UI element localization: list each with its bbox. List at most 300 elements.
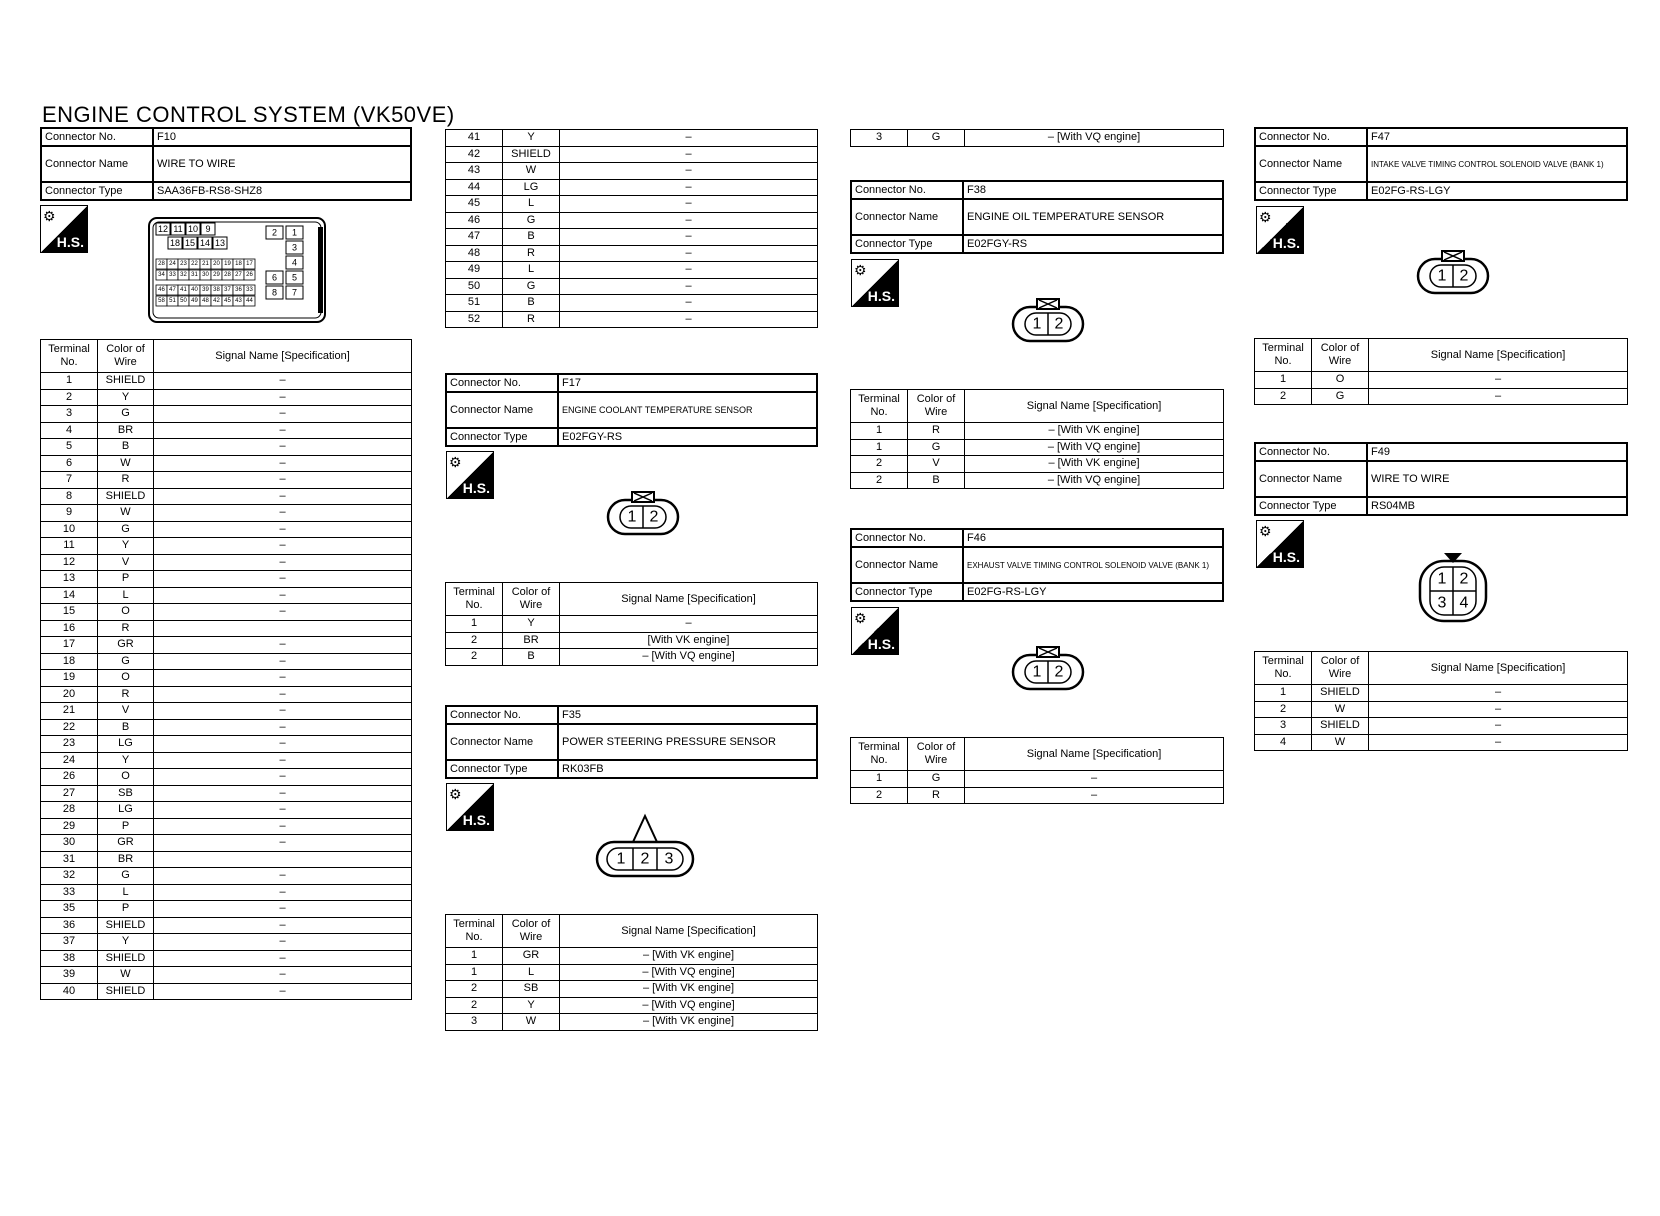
signal-header: Signal Name [Specification] bbox=[154, 340, 412, 373]
color-header: Color of Wire bbox=[98, 340, 154, 373]
wire-color: SB bbox=[98, 785, 154, 802]
wire-color: W bbox=[1312, 734, 1369, 751]
terminal-no: 2 bbox=[446, 997, 503, 1014]
harness-icon: ⚙ bbox=[1259, 209, 1272, 225]
f47-header: Connector No. F47 Connector Name INTAKE VALVE TIMING CONTROL SOLENOID VALVE (BANK 1) Connector Type E02FG-RS-LGY bbox=[1254, 127, 1628, 201]
pin-number: 6 bbox=[271, 272, 278, 283]
f46-header: Connector No. F46 Connector Name EXHAUST VALVE TIMING CONTROL SOLENOID VALVE (BANK 1) Connector Type E02FG-RS-LGY bbox=[850, 528, 1224, 602]
wire-color: P bbox=[98, 901, 154, 918]
signal-name: – bbox=[154, 587, 412, 604]
f17-header: Connector No. F17 Connector Name ENGINE COOLANT TEMPERATURE SENSOR Connector Type E02FGY-RS bbox=[445, 373, 818, 447]
pin-number: 50 bbox=[180, 298, 187, 304]
pin-number: 9 bbox=[205, 224, 211, 234]
table-row bbox=[41, 934, 412, 951]
wire-color: LG bbox=[98, 736, 154, 753]
pin-number: 58 bbox=[158, 298, 165, 304]
terminal-no: 47 bbox=[446, 229, 503, 246]
terminal-no: 14 bbox=[41, 587, 98, 604]
terminal-no: 2 bbox=[446, 632, 503, 649]
pin-number: 41 bbox=[180, 287, 187, 293]
terminal-no: 23 bbox=[41, 736, 98, 753]
signal-name: – bbox=[560, 163, 818, 180]
pin-number: 17 bbox=[246, 261, 253, 267]
signal-name: – [With VQ engine] bbox=[965, 130, 1224, 147]
signal-name: – bbox=[154, 884, 412, 901]
terminal-no: 1 bbox=[1255, 685, 1312, 702]
terminal-no: 3 bbox=[41, 406, 98, 423]
signal-name: – bbox=[154, 439, 412, 456]
signal-name: – [With VQ engine] bbox=[560, 964, 818, 981]
wire-color: G bbox=[1312, 388, 1369, 405]
terminal-no: 1 bbox=[446, 948, 503, 965]
terminal-no: 6 bbox=[41, 455, 98, 472]
table-row bbox=[41, 917, 412, 934]
terminal-no: 32 bbox=[41, 868, 98, 885]
table-row bbox=[446, 981, 818, 998]
pin-number: 21 bbox=[202, 261, 209, 267]
connector-latch bbox=[633, 816, 657, 842]
pin-number: 49 bbox=[191, 298, 198, 304]
pin-number: 34 bbox=[158, 272, 165, 278]
pin-number: 48 bbox=[202, 298, 209, 304]
terminal-no: 1 bbox=[851, 771, 908, 788]
f17-connector-diagram bbox=[606, 490, 680, 538]
wire-color: Y bbox=[503, 616, 560, 633]
terminal-no: 5 bbox=[41, 439, 98, 456]
wire-color: SHIELD bbox=[98, 488, 154, 505]
terminal-no: 2 bbox=[1255, 388, 1312, 405]
signal-name: – [With VQ engine] bbox=[965, 439, 1224, 456]
terminal-no: 44 bbox=[446, 179, 503, 196]
signal-name: – bbox=[560, 196, 818, 213]
hs-icon: ⚙ H.S. bbox=[1256, 206, 1304, 254]
harness-icon: ⚙ bbox=[449, 786, 462, 802]
wire-color: B bbox=[503, 229, 560, 246]
signal-name: – bbox=[154, 752, 412, 769]
signal-name: – bbox=[154, 554, 412, 571]
wire-color: BR bbox=[98, 422, 154, 439]
pin-number: 4 bbox=[291, 257, 298, 268]
pin-number: 33 bbox=[246, 287, 253, 293]
table-row bbox=[851, 456, 1224, 473]
pin-number: 28 bbox=[224, 272, 231, 278]
terminal-no: 36 bbox=[41, 917, 98, 934]
terminal-no: 1 bbox=[1255, 372, 1312, 389]
pin-number: 24 bbox=[169, 261, 176, 267]
wire-color: G bbox=[908, 439, 965, 456]
wire-color: SHIELD bbox=[98, 917, 154, 934]
signal-name: – bbox=[560, 130, 818, 147]
f38-connector-face bbox=[1011, 297, 1085, 345]
wire-color: Y bbox=[503, 997, 560, 1014]
table-row bbox=[1255, 685, 1628, 702]
terminal-no: 37 bbox=[41, 934, 98, 951]
f10-connector-face bbox=[148, 217, 328, 323]
table-row bbox=[41, 719, 412, 736]
connector-name-label: Connector Name bbox=[41, 146, 153, 182]
hs-icon: ⚙ H.S. bbox=[851, 259, 899, 307]
signal-name: – bbox=[154, 389, 412, 406]
table-row bbox=[41, 736, 412, 753]
wire-color: P bbox=[98, 571, 154, 588]
wire-color: O bbox=[98, 604, 154, 621]
signal-name: – bbox=[154, 818, 412, 835]
terminal-no: 3 bbox=[1255, 718, 1312, 735]
f46-pin-table: Terminal No. Color of Wire Signal Name [Specification] 1 G – 2 R – bbox=[850, 737, 1224, 804]
table-row bbox=[446, 964, 818, 981]
pin-number: 1 bbox=[627, 508, 637, 526]
terminal-no: 1 bbox=[851, 439, 908, 456]
terminal-no: 2 bbox=[851, 787, 908, 804]
wire-color: G bbox=[503, 278, 560, 295]
table-row bbox=[446, 146, 818, 163]
table-row bbox=[41, 373, 412, 390]
table-row bbox=[1255, 718, 1628, 735]
f46-connector-face bbox=[1011, 645, 1085, 693]
wire-color: GR bbox=[98, 835, 154, 852]
pin-number: 3 bbox=[1437, 594, 1447, 612]
pin-number: 20 bbox=[213, 261, 220, 267]
pin-number: 19 bbox=[224, 261, 231, 267]
signal-name: – bbox=[154, 967, 412, 984]
wire-color: SHIELD bbox=[1312, 718, 1369, 735]
wire-color: V bbox=[98, 554, 154, 571]
terminal-no: 49 bbox=[446, 262, 503, 279]
signal-name: – bbox=[154, 686, 412, 703]
signal-name: – bbox=[560, 262, 818, 279]
terminal-no: 1 bbox=[446, 616, 503, 633]
table-row bbox=[41, 769, 412, 786]
table-row bbox=[41, 752, 412, 769]
signal-name: – bbox=[154, 983, 412, 1000]
wire-color: R bbox=[908, 423, 965, 440]
signal-name: – bbox=[154, 785, 412, 802]
pin-number: 33 bbox=[169, 272, 176, 278]
pin-number: 2 bbox=[640, 850, 650, 868]
wire-color: B bbox=[98, 439, 154, 456]
wire-color: L bbox=[503, 262, 560, 279]
f49-connector-diagram bbox=[1416, 551, 1490, 625]
connector-no-value: F10 bbox=[153, 128, 411, 146]
terminal-no: 19 bbox=[41, 670, 98, 687]
signal-name: – bbox=[154, 505, 412, 522]
terminal-no: 22 bbox=[41, 719, 98, 736]
terminal-no: 3 bbox=[446, 1014, 503, 1031]
table-row bbox=[41, 488, 412, 505]
table-row bbox=[41, 653, 412, 670]
table-row bbox=[41, 538, 412, 555]
f47-connector-face bbox=[1416, 249, 1490, 297]
pin-number: 1 bbox=[1437, 267, 1447, 285]
pin-number: 3 bbox=[291, 242, 298, 253]
wire-color: R bbox=[98, 472, 154, 489]
signal-name: – bbox=[154, 802, 412, 819]
f49-pin-table: Terminal No. Color of Wire Signal Name [Specification] 1 SHIELD – 2 W – 3 SHIELD – 4 W – bbox=[1254, 651, 1628, 751]
terminal-no: 7 bbox=[41, 472, 98, 489]
pin-number: 14 bbox=[199, 238, 211, 248]
pin-number: 28 bbox=[158, 261, 165, 267]
table-row bbox=[446, 262, 818, 279]
signal-name: – bbox=[560, 229, 818, 246]
table-row bbox=[41, 571, 412, 588]
table-row bbox=[446, 311, 818, 328]
terminal-no: 4 bbox=[41, 422, 98, 439]
terminal-no: 9 bbox=[41, 505, 98, 522]
pin-number: 3 bbox=[664, 850, 674, 868]
pin-number: 1 bbox=[1032, 315, 1042, 333]
f10-header bbox=[40, 127, 412, 201]
table-row bbox=[41, 967, 412, 984]
terminal-no: 31 bbox=[41, 851, 98, 868]
pin-number: 10 bbox=[187, 224, 199, 234]
table-row bbox=[41, 620, 412, 637]
harness-icon: ⚙ bbox=[854, 610, 867, 626]
table-row bbox=[446, 196, 818, 213]
signal-name: – [With VQ engine] bbox=[560, 649, 818, 666]
table-row bbox=[446, 212, 818, 229]
table-row bbox=[446, 616, 818, 633]
table-row bbox=[41, 587, 412, 604]
pin-number: 4 bbox=[1459, 594, 1469, 612]
table-row bbox=[446, 649, 818, 666]
wire-color: P bbox=[98, 818, 154, 835]
pin-number: 2 bbox=[1054, 663, 1064, 681]
wire-color: R bbox=[908, 787, 965, 804]
signal-name: – bbox=[560, 295, 818, 312]
terminal-no: 13 bbox=[41, 571, 98, 588]
pin-number: 1 bbox=[1437, 570, 1447, 588]
terminal-no: 11 bbox=[41, 538, 98, 555]
harness-icon: ⚙ bbox=[43, 208, 56, 224]
wire-color: W bbox=[98, 505, 154, 522]
signal-name: – bbox=[560, 245, 818, 262]
terminal-no: 28 bbox=[41, 802, 98, 819]
wire-color: W bbox=[98, 967, 154, 984]
wire-color: G bbox=[98, 406, 154, 423]
f35-pin-table: Terminal No. Color of Wire Signal Name [Specification] 1 GR – [With VK engine] 1 L – [With VQ engine] 2 SB – [With VK engine] 2 Y – [With VQ engine] 3 W – [With VK engine] bbox=[445, 914, 818, 1031]
wire-color: SB bbox=[503, 981, 560, 998]
terminal-no: 17 bbox=[41, 637, 98, 654]
f38-connector-diagram bbox=[1011, 297, 1085, 345]
wire-color: G bbox=[98, 653, 154, 670]
wire-color: SHIELD bbox=[1312, 685, 1369, 702]
pin-number: 8 bbox=[271, 287, 278, 298]
table-row bbox=[446, 130, 818, 147]
wire-color: B bbox=[503, 649, 560, 666]
signal-name: – bbox=[560, 311, 818, 328]
table-row bbox=[446, 632, 818, 649]
signal-name: – bbox=[1369, 718, 1628, 735]
signal-name: – bbox=[560, 616, 818, 633]
table-row bbox=[41, 670, 412, 687]
f38-header: Connector No. F38 Connector Name ENGINE OIL TEMPERATURE SENSOR Connector Type E02FGY-RS bbox=[850, 180, 1224, 254]
pin-number: 1 bbox=[291, 227, 298, 238]
f35-header: Connector No. F35 Connector Name POWER STEERING PRESSURE SENSOR Connector Type RK03FB bbox=[445, 705, 818, 779]
terminal-no: 2 bbox=[446, 649, 503, 666]
signal-name: – bbox=[154, 917, 412, 934]
table-row bbox=[41, 868, 412, 885]
pin-number: 47 bbox=[169, 287, 176, 293]
pin-number: 27 bbox=[235, 272, 242, 278]
terminal-no: 50 bbox=[446, 278, 503, 295]
f47-pin-table: Terminal No. Color of Wire Signal Name [Specification] 1 O – 2 G – bbox=[1254, 338, 1628, 405]
pin-number: 36 bbox=[235, 287, 242, 293]
signal-name: – bbox=[965, 787, 1224, 804]
f17-connector-face bbox=[606, 490, 680, 538]
terminal-no: 1 bbox=[41, 373, 98, 390]
signal-name: – [With VK engine] bbox=[560, 948, 818, 965]
hs-icon: ⚙ H.S. bbox=[446, 451, 494, 499]
pin-number: 2 bbox=[271, 227, 278, 238]
wire-color: SHIELD bbox=[98, 373, 154, 390]
signal-name: – [With VQ engine] bbox=[965, 472, 1224, 489]
terminal-no: 2 bbox=[851, 456, 908, 473]
wire-color: Y bbox=[98, 934, 154, 951]
connector-no-label: Connector No. bbox=[41, 128, 153, 146]
terminal-no: 43 bbox=[446, 163, 503, 180]
terminal-no: 27 bbox=[41, 785, 98, 802]
wire-color: L bbox=[503, 196, 560, 213]
pin-number: 40 bbox=[191, 287, 198, 293]
table-row bbox=[851, 439, 1224, 456]
pin-number: 26 bbox=[246, 272, 253, 278]
hs-icon: ⚙ H.S. bbox=[446, 783, 494, 831]
terminal-no-header: Terminal No. bbox=[41, 340, 98, 373]
table-row bbox=[41, 818, 412, 835]
pin-number: 23 bbox=[180, 261, 187, 267]
hs-icon: ⚙ H.S. bbox=[1256, 520, 1304, 568]
signal-name: – bbox=[1369, 701, 1628, 718]
f47-connector-diagram bbox=[1416, 249, 1490, 297]
terminal-no: 10 bbox=[41, 521, 98, 538]
signal-name: – bbox=[154, 455, 412, 472]
signal-name: – bbox=[154, 653, 412, 670]
f10-connector-diagram bbox=[148, 217, 328, 323]
wire-color: R bbox=[503, 245, 560, 262]
table-row bbox=[851, 423, 1224, 440]
wire-color: Y bbox=[503, 130, 560, 147]
wire-color: GR bbox=[503, 948, 560, 965]
wire-color: SHIELD bbox=[503, 146, 560, 163]
pin-number: 44 bbox=[246, 298, 253, 304]
pin-number: 51 bbox=[169, 298, 176, 304]
pin-number: 30 bbox=[202, 272, 209, 278]
table-row bbox=[446, 948, 818, 965]
wire-color: B bbox=[503, 295, 560, 312]
wire-color: B bbox=[908, 472, 965, 489]
signal-name: – bbox=[154, 472, 412, 489]
wire-color: Y bbox=[98, 752, 154, 769]
wire-color: B bbox=[98, 719, 154, 736]
terminal-no: 48 bbox=[446, 245, 503, 262]
terminal-no: 30 bbox=[41, 835, 98, 852]
wire-color: BR bbox=[98, 851, 154, 868]
signal-name: – bbox=[154, 719, 412, 736]
harness-icon: ⚙ bbox=[449, 454, 462, 470]
signal-name: [With VK engine] bbox=[560, 632, 818, 649]
pin-number: 2 bbox=[1459, 570, 1469, 588]
connector-type-label: Connector Type bbox=[41, 182, 153, 200]
table-row bbox=[41, 983, 412, 1000]
pin-number: 1 bbox=[1032, 663, 1042, 681]
table-row bbox=[41, 637, 412, 654]
pin-number: 18 bbox=[235, 261, 242, 267]
wire-color: O bbox=[98, 769, 154, 786]
signal-name: – bbox=[1369, 734, 1628, 751]
pin-number: 43 bbox=[235, 298, 242, 304]
table-row bbox=[41, 505, 412, 522]
signal-name bbox=[154, 851, 412, 868]
table-row bbox=[41, 439, 412, 456]
wire-color: L bbox=[98, 587, 154, 604]
f49-connector-face bbox=[1416, 551, 1490, 625]
signal-name: – bbox=[560, 212, 818, 229]
signal-name: – bbox=[965, 771, 1224, 788]
terminal-no: 2 bbox=[851, 472, 908, 489]
table-row bbox=[41, 389, 412, 406]
table-row bbox=[41, 703, 412, 720]
signal-name: – bbox=[154, 521, 412, 538]
pin-number: 15 bbox=[184, 238, 196, 248]
signal-name: – bbox=[154, 488, 412, 505]
terminal-no: 52 bbox=[446, 311, 503, 328]
pin-number: 38 bbox=[213, 287, 220, 293]
wire-color: G bbox=[98, 868, 154, 885]
signal-name: – bbox=[560, 278, 818, 295]
f49-header: Connector No. F49 Connector Name WIRE TO WIRE Connector Type RS04MB bbox=[1254, 442, 1628, 516]
pin-number: 31 bbox=[191, 272, 198, 278]
pin-number: 32 bbox=[180, 272, 187, 278]
table-row bbox=[851, 787, 1224, 804]
table-row bbox=[446, 1014, 818, 1031]
wire-color: SHIELD bbox=[98, 983, 154, 1000]
terminal-no: 12 bbox=[41, 554, 98, 571]
pin-number: 29 bbox=[213, 272, 220, 278]
pin-number: 12 bbox=[157, 224, 169, 234]
signal-name: – bbox=[154, 736, 412, 753]
f10-pin-table-cont bbox=[445, 129, 818, 328]
terminal-no: 46 bbox=[446, 212, 503, 229]
pin-number: 11 bbox=[173, 224, 183, 234]
terminal-no: 42 bbox=[446, 146, 503, 163]
table-row bbox=[446, 229, 818, 246]
terminal-no: 29 bbox=[41, 818, 98, 835]
wire-color: G bbox=[908, 771, 965, 788]
terminal-no: 33 bbox=[41, 884, 98, 901]
table-row bbox=[41, 686, 412, 703]
pin-number: 42 bbox=[213, 298, 220, 304]
pin-number: 1 bbox=[616, 850, 626, 868]
wire-color: O bbox=[1312, 372, 1369, 389]
pin-number: 7 bbox=[291, 287, 298, 298]
signal-name: – bbox=[154, 934, 412, 951]
pin-number: 39 bbox=[202, 287, 209, 293]
signal-name: – [With VK engine] bbox=[965, 423, 1224, 440]
pin-number: 2 bbox=[1054, 315, 1064, 333]
wire-color: G bbox=[908, 130, 965, 147]
table-row bbox=[851, 472, 1224, 489]
signal-name: – [With VQ engine] bbox=[560, 997, 818, 1014]
wire-color: GR bbox=[98, 637, 154, 654]
terminal-no: 38 bbox=[41, 950, 98, 967]
pin-number: 2 bbox=[649, 508, 659, 526]
wire-color: LG bbox=[503, 179, 560, 196]
connector-name-value: WIRE TO WIRE bbox=[153, 146, 411, 182]
table-row bbox=[41, 554, 412, 571]
signal-name: – [With VK engine] bbox=[965, 456, 1224, 473]
wire-color: W bbox=[98, 455, 154, 472]
terminal-no: 51 bbox=[446, 295, 503, 312]
